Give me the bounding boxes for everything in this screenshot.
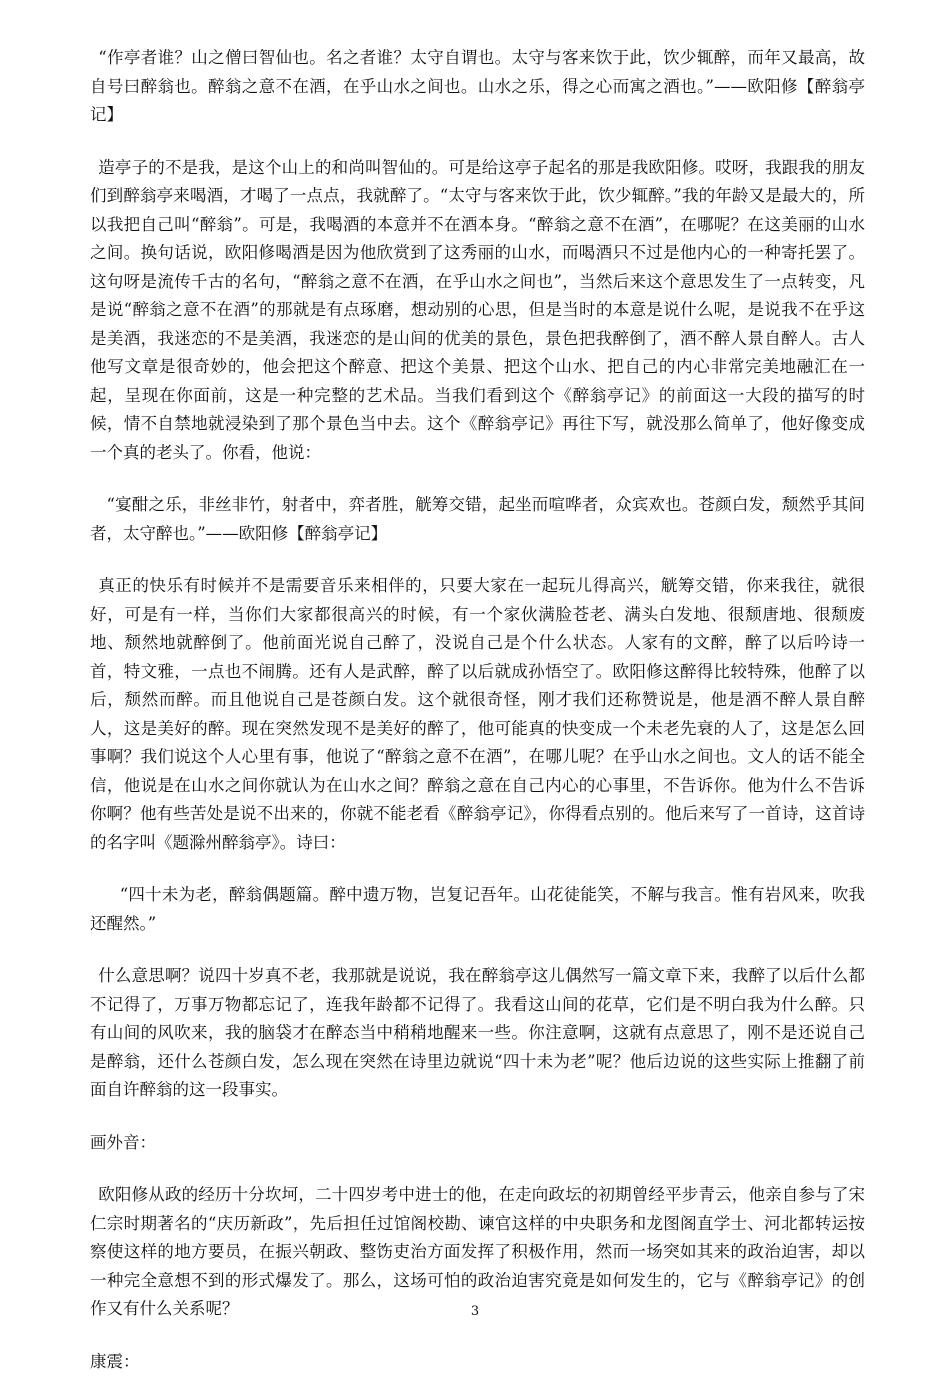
commentary-paragraph: 真正的快乐有时候并不是需要音乐来相伴的，只要大家在一起玩儿得高兴，觥筹交错，你来我往，就很好，可是有一样，当你们大家都很高兴的时候，有一个家伙满脸苍老、满头白发地、很颓唐地、很颓废地、颓然地就醉倒了。他前面光说自己醉了，没说自己是个什么状态。人家有的文醉，醉了以后吟诗一首，特文雅，一点也不闹腾。还有人是武醉，醉了以后就成孙悟空了。欧阳修这醉得比较特殊，他醉了以后，颓然而醉。而且他说自己是苍颜白发。这个就很奇怪，刚才我们还称赞说是，他是酒不醉人景自醉人，这是美好的醉。现在突然发现不是美好的醉了，他可能真的快变成一个未老先衰的人了，这是怎么回事啊？我们说这个人心里有事，他说了“醉翁之意不在酒”，在哪儿呢？在乎山水之间也。文人的话不能全信，他说是在山水之间你就认为在山水之间？醉翁之意在自己内心的心事里，不告诉你。他为什么不告诉你啊？他有些苦处是说不出来的，你就不能老看《醉翁亭记》，你得看点别的。他后来写了一首诗，这首诗的名字叫《题滁州醉翁亭》。诗曰：	[90, 572, 865, 857]
speaker-label: 康震：	[90, 1348, 865, 1376]
page-number: 3	[0, 1304, 950, 1320]
quote-paragraph: “宴酣之乐，非丝非竹，射者中，弈者胜，觥筹交错，起坐而喧哗者，众宾欢也。苍颜白发，颓然乎其间者，太守醉也。”——欧阳修【醉翁亭记】	[90, 491, 865, 548]
quote-paragraph: “作亭者谁？山之僧曰智仙也。名之者谁？太守自谓也。太守与客来饮于此，饮少辄醉，而年又最高，故自号曰醉翁也。醉翁之意不在酒，在乎山水之间也。山水之乐，得之心而寓之酒也。”——欧阳修【醉翁亭记】	[90, 44, 865, 130]
narration-paragraph: 欧阳修从政的经历十分坎坷，二十四岁考中进士的他，在走向政坛的初期曾经平步青云，他亲自参与了宋仁宗时期著名的“庆历新政”，先后担任过馆阁校勘、谏官这样的中央职务和龙图阁直学士、河北都转运按察使这样的地方要员，在振兴朝政、整饬吏治方面发挥了积极作用，然而一场突如其来的政治迫害，却以一种完全意想不到的形式爆发了。那么，这场可怕的政治迫害究竟是如何发生的，它与《醉翁亭记》的创作又有什么关系呢？	[90, 1181, 865, 1324]
speaker-label: 画外音：	[90, 1129, 865, 1158]
commentary-paragraph: 造亭子的不是我，是这个山上的和尚叫智仙的。可是给这亭子起名的那是我欧阳修。哎呀，我跟我的朋友们到醉翁亭来喝酒，才喝了一点点，我就醉了。“太守与客来饮于此，饮少辄醉。”我的年龄又是最大的，所以我把自己叫“醉翁”。可是，我喝酒的本意并不在酒本身。“醉翁之意不在酒”，在哪呢？在这美丽的山水之间。换句话说，欧阳修喝酒是因为他欣赏到了这秀丽的山水，而喝酒只不过是他内心的一种寄托罢了。这句呀是流传千古的名句，“醉翁之意不在酒，在乎山水之间也”，当然后来这个意思发生了一点转变，凡是说“醉翁之意不在酒”的那就是有点琢磨，想动别的心思，但是当时的本意是说什么呢，是说我不在乎这是美酒，我迷恋的不是美酒，我迷恋的是山间的优美的景色，景色把我醉倒了，酒不醉人景自醉人。古人他写文章是很奇妙的，他会把这个醉意、把这个美景、把这个山水、把自己的内心非常完美地融汇在一起，呈现在你面前，这是一种完整的艺术品。当我们看到这个《醉翁亭记》的前面这一大段的描写的时候，情不自禁地就浸染到了那个景色当中去。这个《醉翁亭记》再往下写，就没那么简单了，他好像变成一个真的老头了。你看，他说：	[90, 154, 865, 468]
poem-paragraph: “四十未为老，醉翁偶题篇。醉中遗万物，岂复记吾年。山花徒能笑，不解与我言。惟有岩风来，吹我还醒然。”	[90, 881, 865, 938]
document-body	[90, 44, 865, 1376]
commentary-paragraph: 什么意思啊？说四十岁真不老，我那就是说说，我在醉翁亭这儿偶然写一篇文章下来，我醉了以后什么都不记得了，万事万物都忘记了，连我年龄都不记得了。我看这山间的花草，它们是不明白我为什么醉。只有山间的风吹来，我的脑袋才在醉态当中稍稍地醒来一些。你注意啊，这就有点意思了，刚不是还说自己是醉翁，还什么苍颜白发，怎么现在突然在诗里边就说“四十未为老”呢？他后边说的这些实际上推翻了前面自许醉翁的这一段事实。	[90, 962, 865, 1105]
